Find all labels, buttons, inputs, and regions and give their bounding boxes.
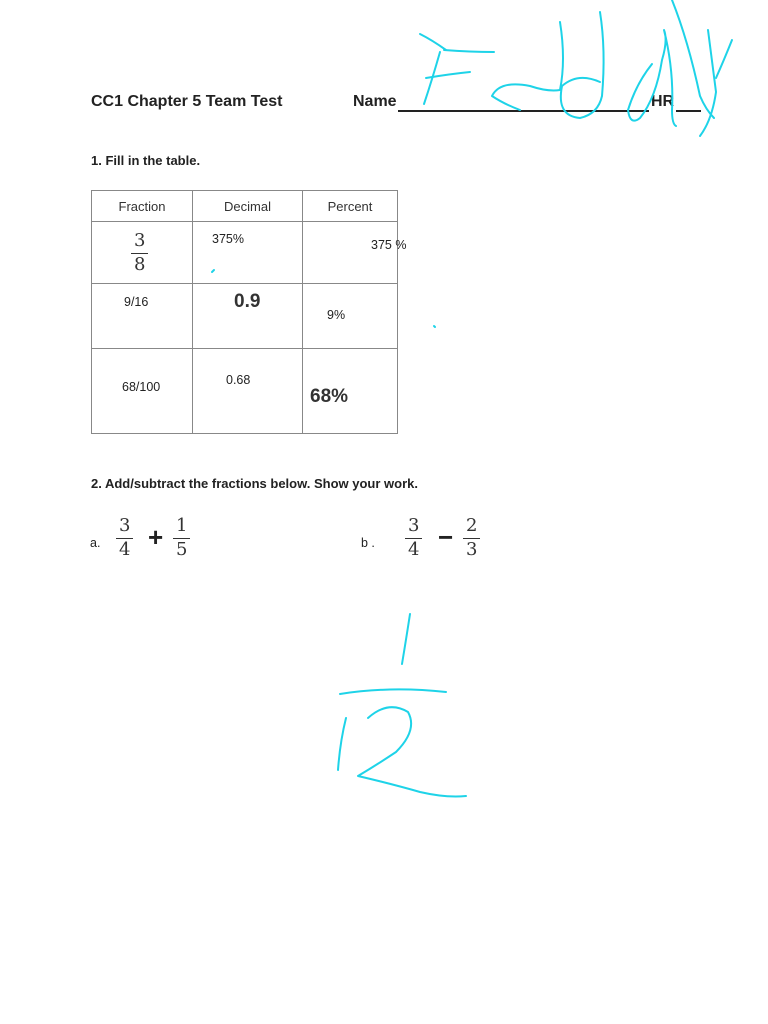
signature-stroke (700, 30, 716, 136)
fraction-value: 68/100 (122, 380, 161, 394)
signature-stroke (672, 0, 714, 118)
name-field-line[interactable] (398, 110, 649, 112)
column-header-percent: Percent (303, 191, 398, 222)
plus-operator: + (148, 522, 164, 552)
name-label: Name (353, 93, 397, 110)
ink-dot (434, 326, 435, 327)
answer-denominator-2 (358, 707, 466, 796)
problem-b-label: b . (361, 536, 375, 550)
column-header-decimal: Decimal (193, 191, 303, 222)
hr-label: HR (651, 93, 675, 110)
decimal-answer: 0.68 (226, 373, 251, 387)
fraction-3-8: 3 8 (131, 231, 148, 275)
minus-operator: − (438, 522, 454, 552)
signature-stroke (628, 30, 676, 126)
signature-stroke (426, 72, 470, 78)
problem-a-fraction-2: 1 5 (173, 516, 190, 560)
question-2-prompt: 2. Add/subtract the fractions below. Show your work. (91, 476, 418, 491)
percent-answer: 9% (327, 308, 346, 322)
fraction-cell (92, 284, 193, 349)
conversion-table (91, 190, 407, 434)
answer-denominator-1 (338, 718, 346, 770)
decimal-cell[interactable] (193, 222, 303, 284)
page-title: CC1 Chapter 5 Team Test (91, 93, 283, 110)
answer-numerator-1 (402, 614, 410, 664)
table-row (92, 222, 398, 284)
decimal-answer: 375% (212, 232, 244, 246)
percent-answer: 375 % (371, 238, 407, 252)
decimal-cell[interactable] (193, 349, 303, 434)
hr-field-line[interactable] (676, 110, 701, 112)
signature-stroke (561, 12, 604, 118)
question-1-prompt: 1. Fill in the table. (91, 153, 201, 168)
signature-stroke (716, 40, 732, 78)
signature-stroke (424, 52, 440, 104)
decimal-answer: 0.9 (234, 291, 261, 312)
fraction-cell (92, 222, 193, 284)
answer-fraction-bar (340, 689, 446, 694)
problem-a-fraction-1: 3 4 (116, 516, 133, 560)
decimal-cell[interactable] (193, 284, 303, 349)
percent-cell[interactable] (303, 284, 398, 349)
percent-cell[interactable] (303, 349, 398, 434)
percent-answer: 68% (310, 386, 349, 407)
problem-a-label: a. (90, 536, 101, 550)
percent-cell[interactable] (303, 222, 407, 284)
signature-stroke (420, 34, 446, 50)
signature-stroke (444, 50, 494, 52)
column-header-fraction: Fraction (92, 191, 193, 222)
problem-b-fraction-2: 2 3 (463, 516, 480, 560)
signature-stroke (492, 22, 563, 110)
fraction-value: 9/16 (124, 295, 149, 309)
table-row (92, 349, 398, 434)
fraction-cell (92, 349, 193, 434)
table-row (92, 284, 398, 349)
problem-b-fraction-1: 3 4 (405, 516, 422, 560)
